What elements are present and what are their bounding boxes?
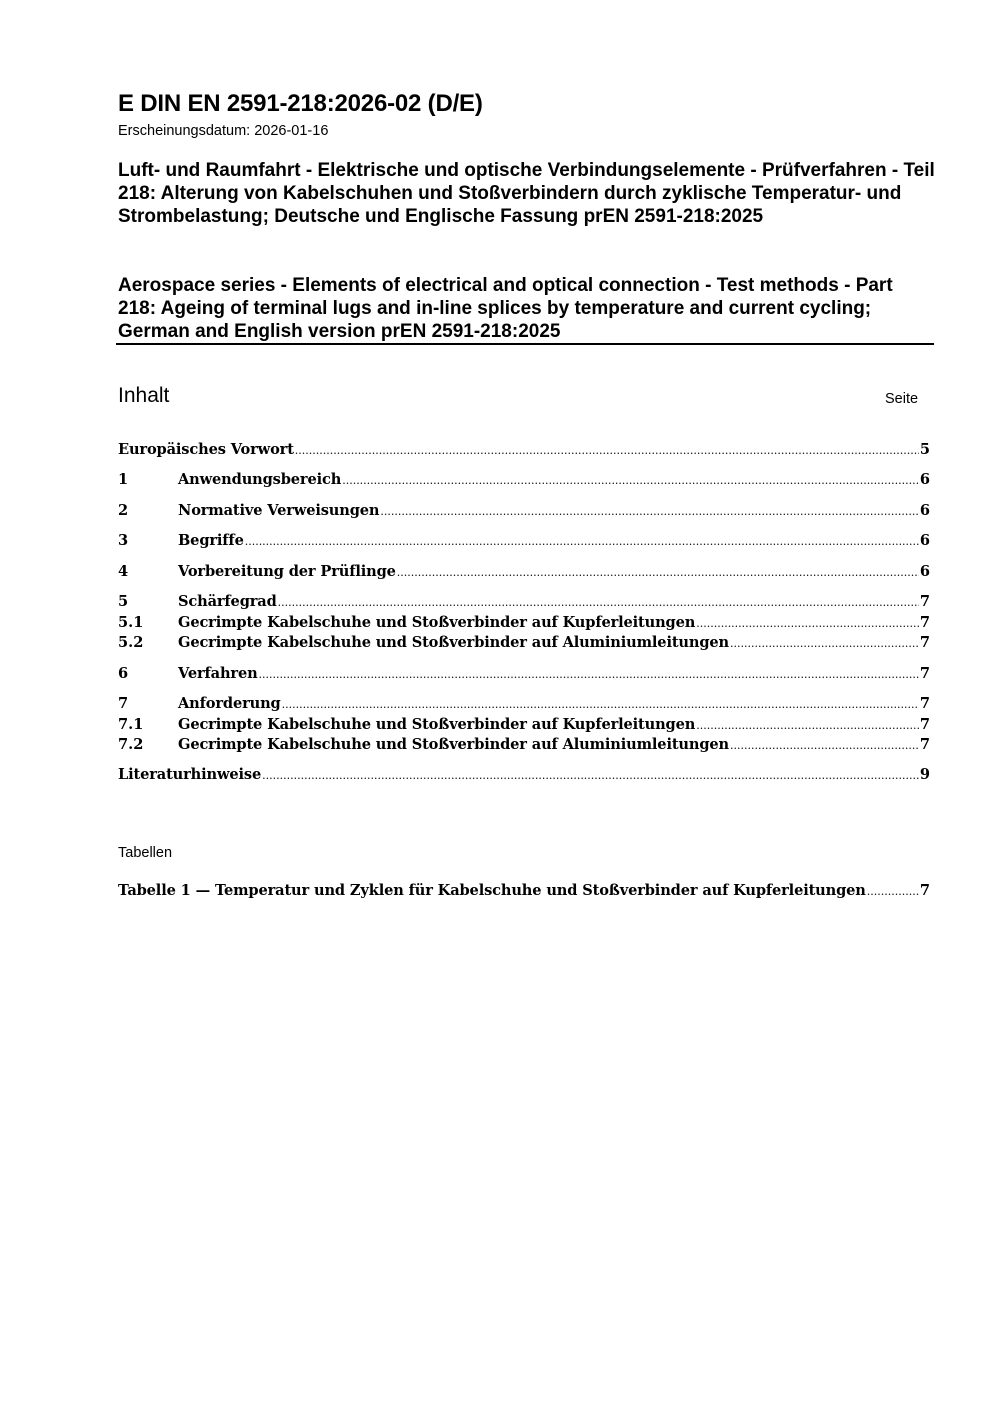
tables-heading: Tabellen bbox=[118, 845, 173, 861]
toc-entry[interactable] bbox=[118, 470, 930, 490]
table-list-entry[interactable] bbox=[118, 881, 930, 901]
toc-dot-leader bbox=[397, 563, 919, 583]
toc-dot-leader bbox=[730, 634, 919, 654]
toc-entry[interactable] bbox=[118, 531, 930, 551]
toc-entry-title: Literaturhinweise bbox=[118, 766, 262, 783]
toc-entry-title: Anforderung bbox=[178, 695, 281, 712]
toc-dot-leader bbox=[867, 882, 919, 902]
toc-entry[interactable] bbox=[118, 694, 930, 714]
toc-entry-page: 7 bbox=[919, 593, 930, 610]
toc-entry-page: 6 bbox=[919, 502, 930, 519]
toc-dot-leader bbox=[380, 502, 918, 522]
toc-entry-number: 1 bbox=[118, 471, 129, 488]
toc-entry-title: Schärfegrad bbox=[178, 593, 277, 610]
toc-entry-title: Anwendungsbereich bbox=[178, 471, 342, 488]
toc-entry-number: 5.1 bbox=[118, 614, 144, 631]
toc-entry-title: Vorbereitung der Prüflinge bbox=[178, 563, 396, 580]
toc-entry-page: 7 bbox=[919, 716, 930, 733]
toc-entry-page: 7 bbox=[919, 695, 930, 712]
toc-entry-page: 7 bbox=[919, 736, 930, 753]
toc-entry-title: Gecrimpte Kabelschuhe und Stoßverbinder auf Aluminiumleitungen bbox=[178, 634, 729, 651]
toc-entry-number: 7.2 bbox=[118, 736, 144, 753]
toc-entry-title: Gecrimpte Kabelschuhe und Stoßverbinder auf Aluminiumleitungen bbox=[178, 736, 729, 753]
toc-entry-number: 5.2 bbox=[118, 634, 144, 651]
toc-entry-page: 5 bbox=[919, 441, 930, 458]
toc-entry-title: Begriffe bbox=[178, 532, 244, 549]
header-divider bbox=[116, 343, 934, 345]
toc-dot-leader bbox=[259, 665, 919, 685]
toc-dot-leader bbox=[282, 695, 919, 715]
toc-entry-page: 7 bbox=[919, 634, 930, 651]
table-entry-title: Tabelle 1 — Temperatur und Zyklen für Kabelschuhe und Stoßverbinder auf Kupferleitungen bbox=[118, 882, 866, 899]
toc-dot-leader bbox=[262, 766, 919, 786]
toc-entry-page: 9 bbox=[919, 766, 930, 783]
toc-dot-leader bbox=[295, 441, 919, 461]
toc-entry-number: 2 bbox=[118, 502, 129, 519]
toc-entry-title: Europäisches Vorwort bbox=[118, 441, 294, 458]
table-entry-page: 7 bbox=[919, 882, 930, 899]
publication-date: Erscheinungsdatum: 2026-01-16 bbox=[118, 123, 329, 139]
toc-entry-title: Gecrimpte Kabelschuhe und Stoßverbinder auf Kupferleitungen bbox=[178, 716, 696, 733]
toc-entry-title: Verfahren bbox=[178, 665, 258, 682]
toc-entry[interactable] bbox=[118, 562, 930, 582]
contents-heading: Inhalt bbox=[118, 384, 170, 407]
toc-entry-page: 7 bbox=[919, 614, 930, 631]
toc-entry-number: 5 bbox=[118, 593, 129, 610]
toc-entry[interactable] bbox=[118, 765, 930, 785]
toc-dot-leader bbox=[245, 532, 919, 552]
toc-entry-number: 6 bbox=[118, 665, 129, 682]
toc-entry-page: 6 bbox=[919, 532, 930, 549]
toc-entry[interactable] bbox=[118, 613, 930, 633]
page-column-label: Seite bbox=[885, 391, 919, 407]
toc-entry-title: Gecrimpte Kabelschuhe und Stoßverbinder auf Kupferleitungen bbox=[178, 614, 696, 631]
toc-entry-page: 6 bbox=[919, 471, 930, 488]
toc-dot-leader bbox=[342, 471, 919, 491]
title-english: Aerospace series - Elements of electrical and optical connection - Test methods - Part 218: Ageing of terminal lugs and in-line splices by temperature and current cycling; German and English version prEN 2591-218:2025 bbox=[118, 275, 893, 343]
toc-entry-page: 6 bbox=[919, 563, 930, 580]
toc-entry[interactable] bbox=[118, 592, 930, 612]
toc-entry[interactable] bbox=[118, 735, 930, 755]
toc-entry-page: 7 bbox=[919, 665, 930, 682]
toc-entry-number: 7 bbox=[118, 695, 129, 712]
document-title: E DIN EN 2591-218:2026-02 (D/E) bbox=[118, 90, 483, 117]
toc-entry[interactable] bbox=[118, 440, 930, 460]
toc-dot-leader bbox=[696, 716, 919, 736]
toc-entry-title: Normative Verweisungen bbox=[178, 502, 380, 519]
toc-dot-leader bbox=[730, 736, 919, 756]
toc-entry[interactable] bbox=[118, 664, 930, 684]
title-german: Luft- und Raumfahrt - Elektrische und optische Verbindungselemente - Prüfverfahren - Teil 218: Alterung von Kabelschuhen und Stoßverbindern durch zyklische Temperatur- und Strombelastung; Deutsche und Englische Fassung prEN 2591-218:2025 bbox=[118, 160, 935, 228]
toc-entry-number: 3 bbox=[118, 532, 129, 549]
toc-entry-number: 4 bbox=[118, 563, 129, 580]
toc-entry[interactable] bbox=[118, 633, 930, 653]
toc-entry-number: 7.1 bbox=[118, 716, 144, 733]
toc-dot-leader bbox=[278, 593, 919, 613]
toc-entry[interactable] bbox=[118, 501, 930, 521]
toc-entry[interactable] bbox=[118, 715, 930, 735]
toc-dot-leader bbox=[696, 614, 919, 634]
